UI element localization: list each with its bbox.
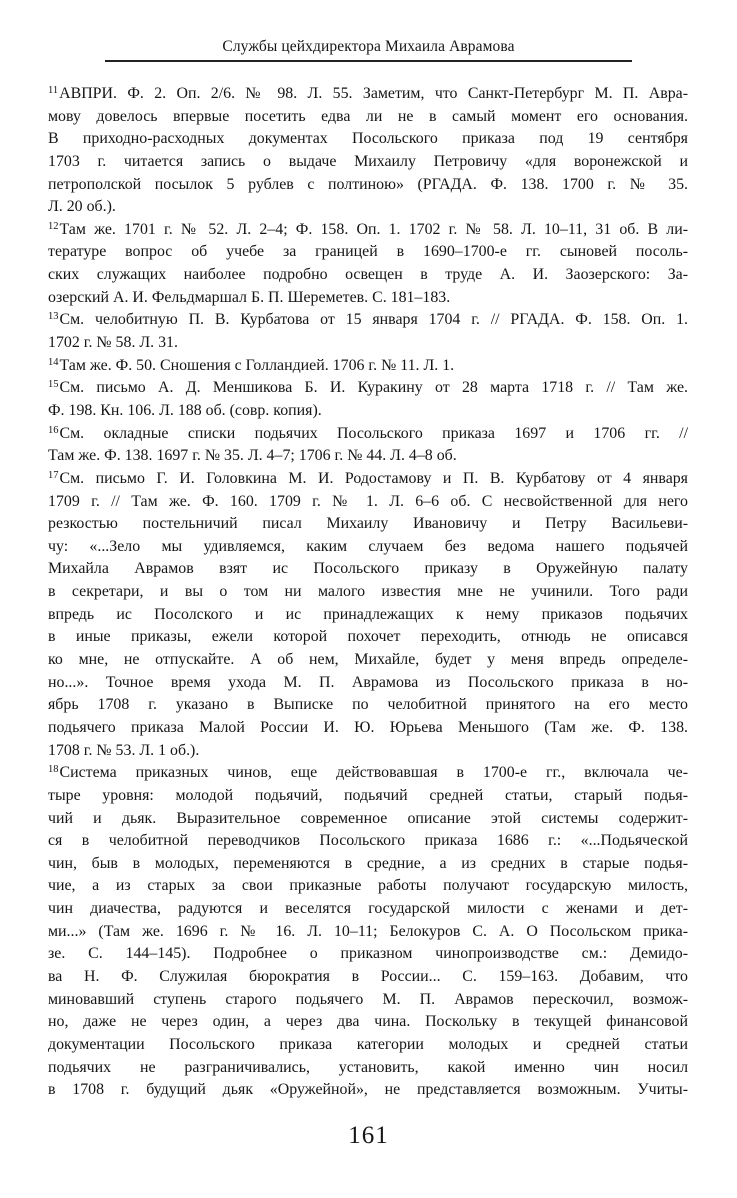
footnote-line <box>48 740 688 763</box>
footnote-text: подьячих не разграничивались, установить, какой именно чин носил <box>48 1058 688 1076</box>
footnote-text: тыре уровня: молодой подьячий, подьячий средней статьи, старый подья- <box>48 786 688 804</box>
footnote-line <box>48 581 688 604</box>
footnote-line <box>48 717 688 740</box>
footnote-line <box>48 966 688 989</box>
footnote-line <box>48 1057 688 1080</box>
footnote-text: миновавший ступень старого подьячего М. П. Аврамов перескочил, возмож- <box>48 990 688 1008</box>
footnote-line <box>48 762 688 785</box>
footnote-number: 11 <box>48 85 59 96</box>
header-rule <box>105 60 632 62</box>
footnote-number: 12 <box>48 220 59 232</box>
footnote-text: впредь ис Посолского и ис принадлежащих к нему приказов подьячих <box>48 605 688 623</box>
footnote-line <box>48 83 688 106</box>
footnote-number: 14 <box>48 356 59 368</box>
footnote-text: в 1708 г. будущий дьяк «Оружейной», не представляется возможным. Учиты- <box>48 1081 688 1099</box>
footnote-text: чий и дьяк. Выразительное современное описание этой системы содержит- <box>48 809 688 827</box>
footnote-line <box>48 1079 688 1102</box>
footnote-line <box>48 241 688 264</box>
footnote-number: 16 <box>48 424 59 436</box>
footnote-number: 18 <box>48 764 59 776</box>
footnote-text: ябрь 1708 г. указано в Выписке по челобитной принятого на его место <box>48 696 688 714</box>
footnote-text: ских служащих наиболее подробно освещен в труде А. И. Заозерского: За- <box>48 266 688 284</box>
footnote-13 <box>48 309 688 354</box>
footnote-line <box>48 785 688 808</box>
footnote-line <box>48 106 688 129</box>
footnote-text: в секретари, и вы о том ни малого известия мне не учинили. Того ради <box>48 583 688 601</box>
footnote-line <box>48 875 688 898</box>
footnote-line <box>48 468 688 491</box>
footnote-line <box>48 219 688 242</box>
footnote-text: чие, а из старых за свои приказные работы получают государскую милость, <box>48 877 688 895</box>
footnote-line <box>48 174 688 197</box>
footnote-line <box>48 196 688 219</box>
footnote-text: резкостью постельничий писал Михаилу Ивановичу и Петру Васильеви- <box>48 515 688 533</box>
footnote-text: См. челобитную П. В. Курбатова от 15 января 1704 г. // РГАДА. Ф. 158. Оп. 1. <box>59 311 688 329</box>
footnote-text: чин, быв в молодых, переменяются в средние, а из средних в старые подья- <box>48 854 688 872</box>
footnote-line <box>48 513 688 536</box>
footnote-text: ко мне, не отпускайте. А об нем, Михайле, будет у меня впредь определе- <box>48 651 688 669</box>
footnote-text: но, даже не через один, а через два чина. Поскольку в текущей финансовой <box>48 1013 688 1031</box>
footnote-text: но...». Точное время ухода М. П. Аврамова из Посольского приказа в но- <box>48 673 688 691</box>
footnote-line <box>48 989 688 1012</box>
footnote-line <box>48 830 688 853</box>
footnote-text: 1709 г. // Там же. Ф. 160. 1709 г. № 1. Л. 6–6 об. С несвойственной для него <box>48 492 688 510</box>
footnote-text: ми...» (Там же. 1696 г. № 16. Л. 10–11; Белокуров С. А. О Посольском прика- <box>48 922 688 940</box>
footnote-text: мову довелось впервые посетить едва ли не в самый момент его основания. <box>48 107 688 125</box>
footnote-line <box>48 377 688 400</box>
footnote-text: озерский А. И. Фельдмаршал Б. П. Шереметев. С. 181–183. <box>48 288 451 306</box>
footnote-line <box>48 491 688 514</box>
footnote-text: зе. С. 144–145). Подробнее о приказном чинопроизводстве см.: Демидо- <box>48 945 688 963</box>
footnote-text: См. окладные списки подьячих Посольского приказа 1697 и 1706 гг. // <box>59 424 688 442</box>
footnote-text: чу: «...Зело мы удивляемся, каким случаем без ведома нашего подьячей <box>48 537 688 555</box>
footnote-line <box>48 808 688 831</box>
footnote-text: 1703 г. читается запись о выдаче Михаилу Петровичу «для воронежской и <box>48 152 688 170</box>
footnote-line <box>48 264 688 287</box>
footnote-text: подьячего приказа Малой России И. Ю. Юрьева Меньшого (Там же. Ф. 138. <box>48 718 688 736</box>
footnote-line <box>48 423 688 446</box>
footnote-line <box>48 151 688 174</box>
footnote-18 <box>48 762 688 1102</box>
footnote-text: В приходно-расходных документах Посольского приказа под 19 сентября <box>48 130 688 148</box>
footnote-line <box>48 332 688 355</box>
footnote-text: Там же. 1701 г. № 52. Л. 2–4; Ф. 158. Оп. 1. 1702 г. № 58. Л. 10–11, 31 об. В ли- <box>59 220 688 238</box>
footnote-text: чин диачества, радуются и веселятся государской милости с женами и дет- <box>48 900 688 918</box>
footnote-text: Там же. Ф. 50. Сношения с Голландией. 1706 г. № 11. Л. 1. <box>59 356 455 374</box>
footnote-17 <box>48 468 688 762</box>
footnote-line <box>48 287 688 310</box>
page-number: 161 <box>348 1122 389 1149</box>
footnote-line <box>48 943 688 966</box>
footnote-line <box>48 853 688 876</box>
footnote-16 <box>48 423 688 468</box>
footnote-text: документации Посольского приказа категории молодых и средней статьи <box>48 1035 688 1053</box>
footnote-text: Ф. 198. Кн. 106. Л. 188 об. (совр. копия). <box>48 401 322 419</box>
footnote-text: См. письмо Г. И. Головкина М. И. Родостамову и П. В. Курбатову от 4 января <box>59 469 688 487</box>
footnote-number: 13 <box>48 311 59 323</box>
footnote-text: тературе вопрос об учебе за границей в 1690–1700-е гг. сыновей посоль- <box>48 243 688 261</box>
footnote-line <box>48 1034 688 1057</box>
footnote-line <box>48 309 688 332</box>
footnote-text: Михайла Аврамов взят ис Посольского приказу в Оружейную палату <box>48 560 688 578</box>
footnote-line <box>48 536 688 559</box>
footnote-text: 1708 г. № 53. Л. 1 об.). <box>48 741 200 759</box>
footnote-text: ся в челобитной переводчиков Посольского приказа 1686 г.: «...Подьяческой <box>48 832 688 850</box>
footnote-line <box>48 355 688 378</box>
footnote-12 <box>48 219 688 310</box>
running-head: Службы цейхдиректора Михаила Аврамова <box>222 38 515 55</box>
footnotes-block <box>48 83 688 1102</box>
footnote-text: Л. 20 об.). <box>48 198 116 216</box>
footnote-line <box>48 558 688 581</box>
footnote-line <box>48 626 688 649</box>
footnote-line <box>48 400 688 423</box>
footnote-14 <box>48 355 688 378</box>
footnote-number: 15 <box>48 379 59 391</box>
footnote-line <box>48 604 688 627</box>
footnote-number: 17 <box>48 469 59 481</box>
footnote-text: Система приказных чинов, еще действовавшая в 1700-е гг., включала че- <box>59 764 688 782</box>
footnote-line <box>48 649 688 672</box>
footnote-line <box>48 128 688 151</box>
footnote-text: АВПРИ. Ф. 2. Оп. 2/6. № 98. Л. 55. Заметим, что Санкт-Петербург М. П. Авра- <box>59 85 688 102</box>
footnote-line <box>48 445 688 468</box>
footnote-line <box>48 898 688 921</box>
footnote-11 <box>48 83 688 219</box>
footnote-text: в иные приказы, ежели которой похочет переходить, отнюдь не описався <box>48 628 688 646</box>
footnote-15 <box>48 377 688 422</box>
footnote-line <box>48 694 688 717</box>
footnote-text: См. письмо А. Д. Меншикова Б. И. Куракину от 28 марта 1718 г. // Там же. <box>59 379 688 397</box>
footnote-text: петрополской посылок 5 рублев с полтиною» (РГАДА. Ф. 138. 1700 г. № 35. <box>48 175 688 193</box>
footnote-text: ва Н. Ф. Служилая бюрократия в России... С. 159–163. Добавим, что <box>48 967 688 985</box>
footnote-line <box>48 921 688 944</box>
footnote-line <box>48 672 688 695</box>
footnote-text: Там же. Ф. 138. 1697 г. № 35. Л. 4–7; 1706 г. № 44. Л. 4–8 об. <box>48 447 457 465</box>
footnote-text: 1702 г. № 58. Л. 31. <box>48 334 178 352</box>
footnote-line <box>48 1011 688 1034</box>
